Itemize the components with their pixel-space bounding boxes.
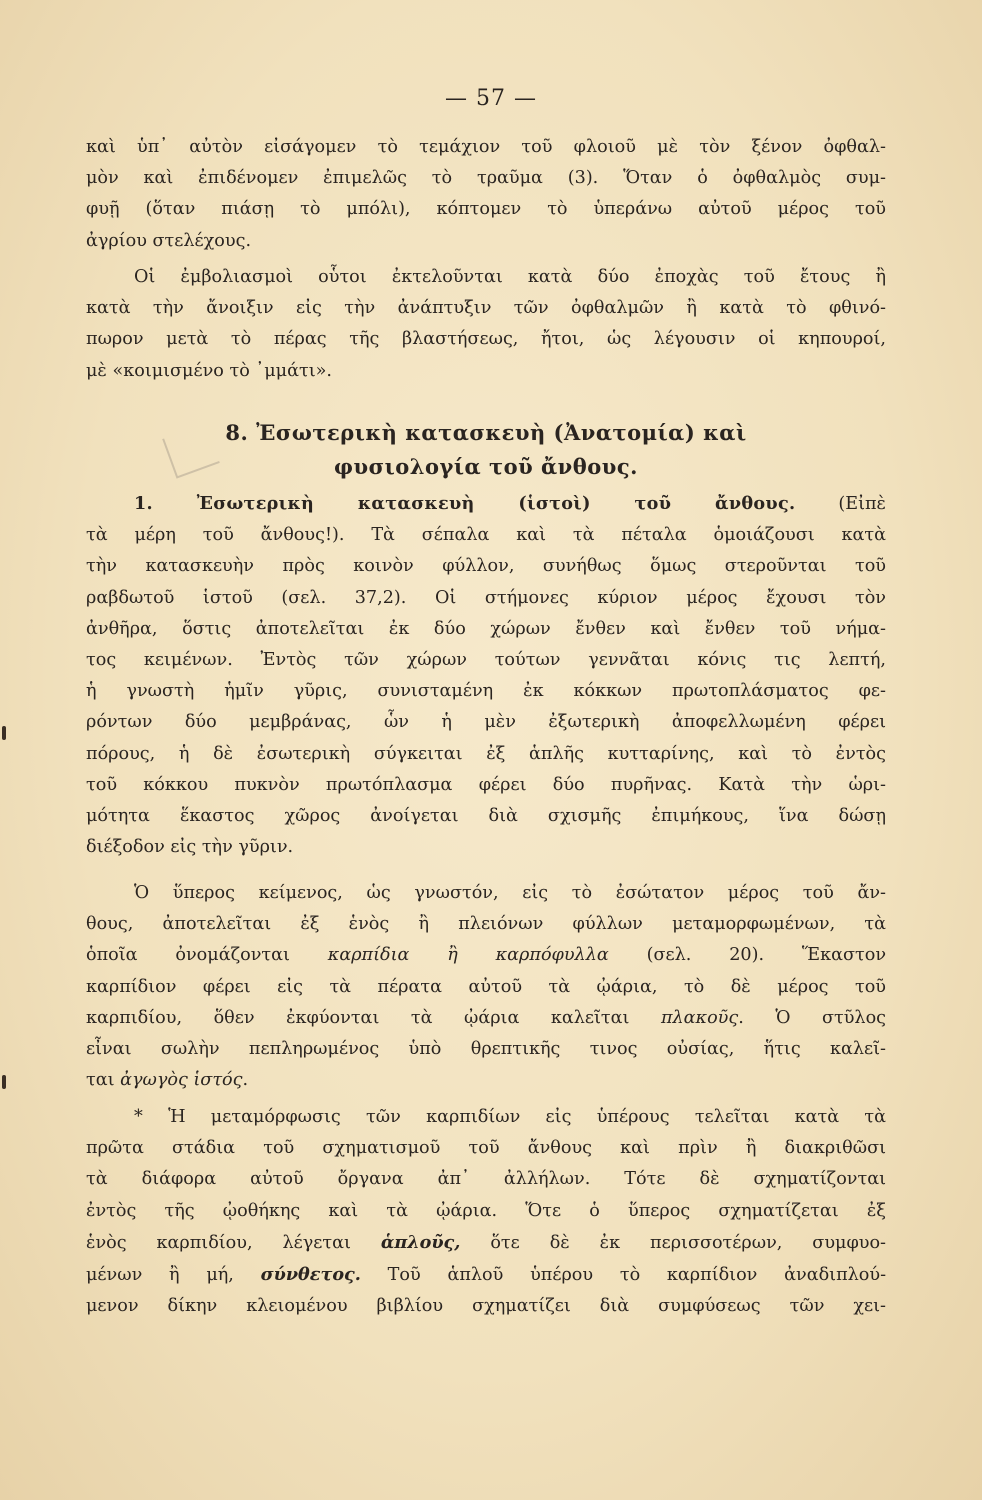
text-line: πωρον μετὰ τὸ πέρας τῆς βλαστήσεως, ἤτοι, ὡς λέγουσιν οἱ κηπουροί, (86, 329, 886, 350)
text-span: καρπιδίου, ὅθεν ἐκφύονται τὰ ᾠάρια καλεῖται (86, 1007, 630, 1028)
paragraph-grafting (86, 132, 886, 257)
text-span: (σελ. 20). Ἕκαστον (646, 945, 887, 966)
text-line: ρόντων δύο μεμβράνας, ὧν ἡ μὲν ἐξωτερικὴ ἀποφελλωμένη φέρει (86, 712, 886, 733)
text-line: τὴν κατασκευὴν πρὸς κοινὸν φύλλον, συνήθως ὅμως στεροῦνται τοῦ (86, 556, 886, 577)
text-line (86, 488, 886, 520)
text-line: ἀνθῆρα, ὅστις ἀποτελεῖται ἐκ δύο χώρων ἔνθεν καὶ ἔνθεν τοῦ νήμα- (86, 618, 886, 639)
text-line: θους, ἀποτελεῖται ἐξ ἑνὸς ἢ πλειόνων φύλλων μεταμορφωμένων, τὰ (86, 914, 886, 935)
text-line: καρπίδιον φέρει εἰς τὰ πέρατα αὐτοῦ τὰ ᾠάρια, τὸ δὲ μέρος τοῦ (86, 976, 886, 997)
text-line: τος κειμένων. Ἐντὸς τῶν χώρων τούτων γεννᾶται κόνις τις λεπτή, (86, 650, 886, 671)
text-line (86, 940, 886, 971)
bold-term: ἁπλοῦς, (380, 1231, 461, 1253)
paragraph-internal-structure (86, 488, 886, 863)
text-span: ὁποῖα ὀνομάζονται (86, 945, 290, 966)
text-line (86, 1227, 886, 1259)
text-line: μότητα ἕκαστος χῶρος ἀνοίγεται διὰ σχισμῆς ἐπιμήκους, ἵνα δώσῃ (86, 806, 886, 827)
text-span: . (242, 1070, 249, 1091)
text-line: πόρους, ἡ δὲ ἐσωτερικὴ σύγκειται ἐξ ἁπλῆς κυτταρίνης, καὶ τὸ ἐντὸς (86, 743, 886, 764)
text-line: διέξοδον εἰς τὴν γῦριν. (86, 837, 294, 858)
text-line: φυῇ (ὅταν πιάσῃ τὸ μπόλι), κόπτομεν τὸ ὑπεράνω αὐτοῦ μέρος τοῦ (86, 199, 886, 220)
text-line: εἶναι σωλὴν πεπληρωμένος ὑπὸ θρεπτικῆς τινος οὐσίας, ἥτις καλεῖ- (86, 1039, 886, 1060)
page-number: — 57 — (445, 86, 537, 111)
subsection-title: 1. Ἐσωτερικὴ κατασκευὴ (ἱστοὶ) τοῦ ἄνθους. (134, 493, 796, 514)
italic-term: καρπίδια ἢ καρπόφυλλα (327, 945, 609, 966)
text-span: μένων ἢ μή, (86, 1265, 234, 1286)
italic-term: ἀγωγὸς ἱστός (120, 1070, 243, 1091)
section-heading-line-1: 8. Ἐσωτερικὴ κατασκευὴ (Ἀνατομία) καὶ (225, 420, 747, 445)
text-line: ραβδωτοῦ ἱστοῦ (σελ. 37,2). Οἱ στήμονες κύριον μέρος ἔχουσι τὸν (86, 587, 886, 608)
text-line: * Ἡ μεταμόρφωσις τῶν καρπιδίων εἰς ὑπέρους τελεῖται κατὰ τὰ (134, 1107, 886, 1127)
text-span: Τοῦ ἁπλοῦ ὑπέρου τὸ καρπίδιον ἀναδιπλού- (387, 1265, 887, 1286)
edge-mark (2, 1075, 6, 1089)
text-line: Οἱ ἐμβολιασμοὶ οὗτοι ἐκτελοῦνται κατὰ δύο ἐποχὰς τοῦ ἔτους ἢ (134, 267, 886, 287)
text-span: . Ὁ στῦλος (738, 1007, 887, 1028)
paragraph-pistil (86, 878, 886, 1096)
text-line: καὶ ὑπ᾿ αὐτὸν εἰσάγομεν τὸ τεμάχιον τοῦ φλοιοῦ μὲ τὸν ξένον ὀφθαλ- (86, 137, 886, 157)
section-heading-line-2: φυσιολογία τοῦ ἄνθους. (334, 454, 638, 479)
edge-mark (2, 726, 6, 740)
paragraph-seasons (86, 262, 886, 387)
bold-term: σύνθετος. (260, 1264, 361, 1286)
text-line (86, 1065, 886, 1096)
text-line (86, 1003, 886, 1034)
text-line: κατὰ τὴν ἄνοιξιν εἰς τὴν ἀνάπτυξιν τῶν ὀφθαλμῶν ἢ κατὰ τὸ φθινό- (86, 298, 886, 319)
text-line: τὰ διάφορα αὐτοῦ ὄργανα ἀπ᾿ ἀλλήλων. Τότε δὲ σχηματίζονται (86, 1169, 886, 1190)
text-span: ὅτε δὲ ἐκ περισσοτέρων, συμφυο- (490, 1232, 887, 1253)
text-line: ἐντὸς τῆς ᾠοθήκης καὶ τὰ ᾠάρια. Ὅτε ὁ ὕπερος σχηματίζεται ἐξ (86, 1200, 886, 1221)
text-span: (Εἰπὲ (838, 494, 887, 514)
text-line: ἀγρίου στελέχους. (86, 230, 252, 251)
text-line (86, 1259, 886, 1291)
text-span: ται (86, 1070, 115, 1091)
text-line: μὲ «κοιμισμένο τὸ ᾽μμάτι». (86, 360, 332, 381)
text-line: τὰ μέρη τοῦ ἄνθους!). Τὰ σέπαλα καὶ τὰ πέταλα ὁμοιάζουσι κατὰ (86, 525, 886, 546)
text-line: τοῦ κόκκου πυκνὸν πρωτόπλασμα φέρει δύο πυρῆνας. Κατὰ τὴν ὡρι- (86, 774, 886, 795)
text-line: πρῶτα στάδια τοῦ σχηματισμοῦ τοῦ ἄνθους καὶ πρὶν ἢ διακριθῶσι (86, 1138, 886, 1159)
footnote (86, 1102, 886, 1322)
text-line: μὸν καὶ ἐπιδένομεν ἐπιμελῶς τὸ τραῦμα (3). Ὅταν ὁ ὀφθαλμὸς συμ- (86, 168, 886, 189)
italic-term: πλακοῦς (660, 1007, 739, 1028)
text-line: Ὁ ὕπερος κείμενος, ὡς γνωστόν, εἰς τὸ ἐσώτατον μέρος τοῦ ἄν- (134, 883, 886, 903)
text-span: ἑνὸς καρπιδίου, λέγεται (86, 1232, 351, 1253)
text-line: ἡ γνωστὴ ἡμῖν γῦρις, συνισταμένη ἐκ κόκκων πρωτοπλάσματος φε- (86, 681, 886, 702)
text-line: μενον δίκην κλειομένου βιβλίου σχηματίζει διὰ συμφύσεως τῶν χει- (86, 1296, 886, 1317)
